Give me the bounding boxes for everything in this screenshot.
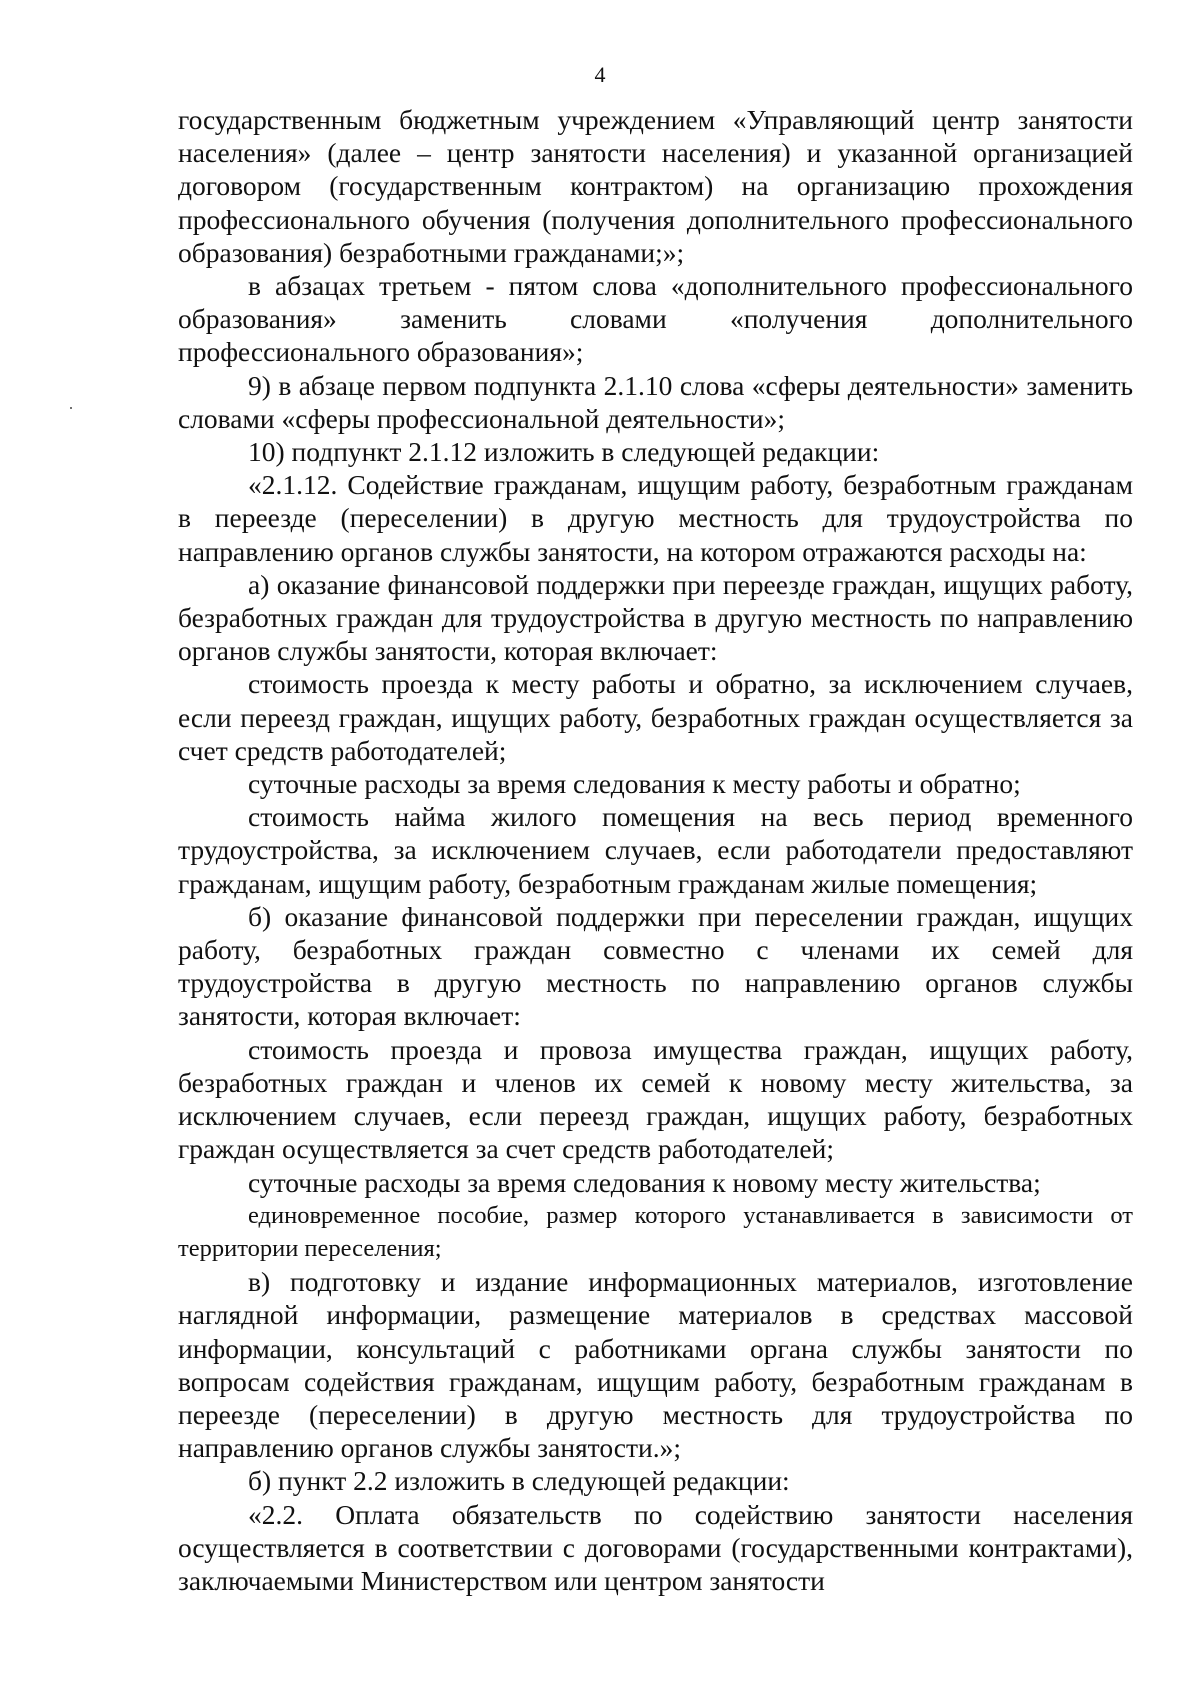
- page-number: 4: [594, 62, 606, 87]
- paragraph: 9) в абзаце первом подпункта 2.1.10 слова «сферы деятельности» заменить словами «сферы профессиональной деятельности»;: [178, 369, 1133, 434]
- paragraph: а) оказание финансовой поддержки при переезде граждан, ищущих работу, безработных граждан для трудоустройства в другую местность по направлению органов службы занятости, которая включает:: [178, 568, 1133, 667]
- paragraph: «2.2. Оплата обязательств по содействию занятости населения осуществляется в соответствии с договорами (государственными контрактами), заключаемыми Министерством или центром занятости: [178, 1498, 1133, 1596]
- paragraph: в абзацах третьем - пятом слова «дополнительного профессионального образования» заменить словами «получения дополнительного профессионального образования»;: [178, 270, 1133, 368]
- paragraph: в) подготовку и издание информационных материалов, изготовление наглядной информации, размещение материалов в средствах массовой информации, консультаций с работниками органа службы занятости по вопросам содействия гражданам, ищущим работу, безработным гражданам в переезде (переселении) в другую местность для трудоустройства по направлению органов службы занятости.»;: [178, 1266, 1133, 1464]
- paragraph: стоимость найма жилого помещения на весь период временного трудоустройства, за исключением случаев, если работодатели предоставляют гражданам, ищущим работу, безработным гражданам жилые помещения;: [178, 801, 1133, 899]
- scan-speck: [70, 407, 72, 409]
- paragraph: стоимость проезда к месту работы и обратно, за исключением случаев, если переезд граждан, ищущих работу, безработных граждан осуществляется за счет средств работодателей;: [178, 668, 1133, 766]
- paragraph: государственным бюджетным учреждением «Управляющий центр занятости населения» (далее – центр занятости населения) и указанной организацией договором (государственным контрактом) на организацию прохождения профессионального обучения (получения дополнительного профессионального образования) безработными гражданами;»;: [178, 104, 1133, 268]
- paragraph: суточные расходы за время следования к месту работы и обратно;: [248, 768, 1021, 800]
- paragraph: 10) подпункт 2.1.12 изложить в следующей редакции:: [248, 436, 880, 468]
- paragraph: единовременное пособие, размер которого устанавливается в зависимости от территории переселения;: [178, 1201, 1133, 1262]
- paragraph: б) пункт 2.2 изложить в следующей редакции:: [248, 1465, 790, 1497]
- paragraph: «2.1.12. Содействие гражданам, ищущим работу, безработным гражданам в переезде (переселении) в другую местность для трудоустройства по направлению органов службы занятости, на котором отражаются расходы на:: [178, 469, 1133, 567]
- paragraph: стоимость проезда и провоза имущества граждан, ищущих работу, безработных граждан и членов их семей к новому месту жительства, за исключением случаев, если переезд граждан, ищущих работу, безработных граждан осуществляется за счет средств работодателей;: [178, 1033, 1133, 1165]
- paragraph: б) оказание финансовой поддержки при переселении граждан, ищущих работу, безработных граждан совместно с членами их семей для трудоустройства в другую местность по направлению органов службы занятости, которая включает:: [178, 900, 1133, 1032]
- paragraph: суточные расходы за время следования к новому месту жительства;: [248, 1166, 1041, 1198]
- document-body: [178, 103, 1133, 1597]
